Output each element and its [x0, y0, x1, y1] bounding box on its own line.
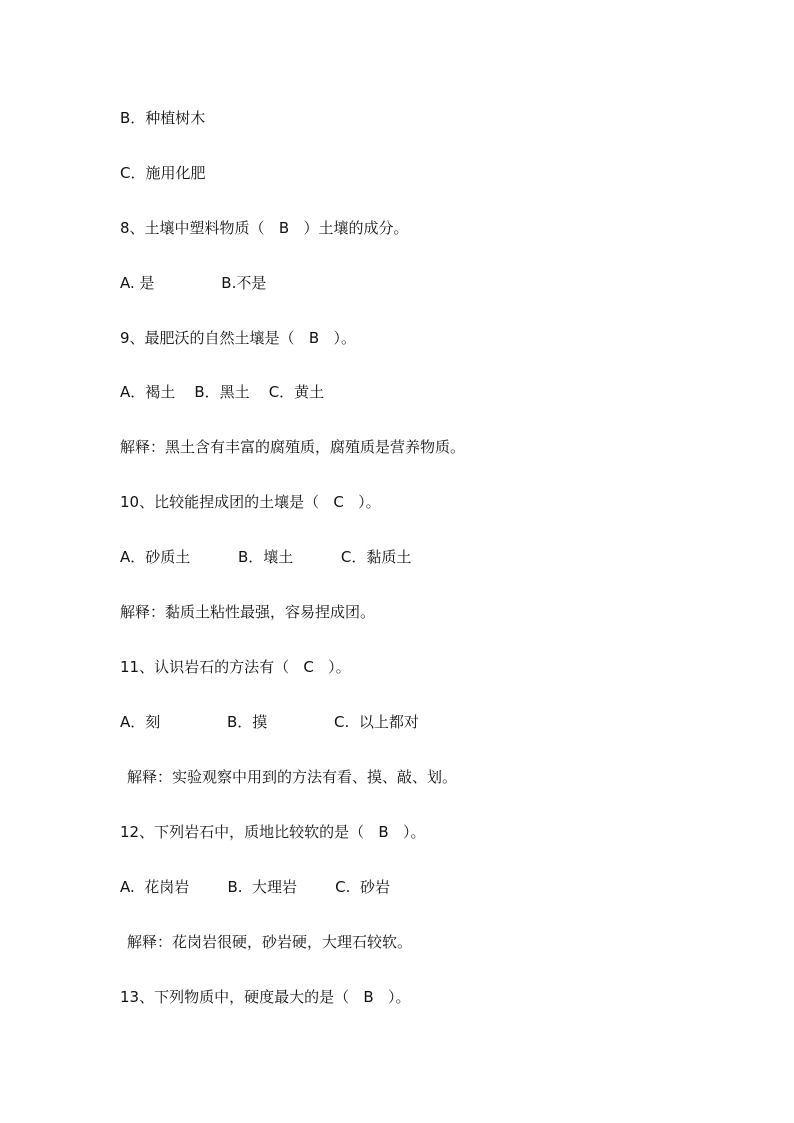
question-8: 8、土壤中塑料物质（ B ）土壤的成分。: [120, 219, 409, 237]
question-12-explanation: 解释：花岗岩很硬，砂岩硬，大理石较软。: [127, 933, 413, 951]
option-b-plant-trees: B．种植树木: [120, 109, 206, 127]
question-12-options: A. 花岗岩 B. 大理岩 C. 砂岩: [120, 878, 390, 896]
question-9-explanation: 解释：黑土含有丰富的腐殖质，腐殖质是营养物质。: [120, 438, 466, 456]
question-11-explanation: 解释：实验观察中用到的方法有看、摸、敲、划。: [127, 768, 458, 786]
option-c-fertilizer: C．施用化肥: [120, 164, 206, 182]
question-10: 10、比较能捏成团的土壤是（ C ）。: [120, 493, 381, 511]
question-10-explanation: 解释：黏质土粘性最强，容易捏成团。: [120, 603, 376, 621]
question-9: 9、最肥沃的自然土壤是（ B ）。: [120, 329, 356, 347]
question-11: 11、认识岩石的方法有（ C ）。: [120, 658, 351, 676]
question-11-options: A．刻 B．摸 C. 以上都对: [120, 713, 419, 731]
question-8-options: A. 是 B.不是: [120, 274, 267, 292]
question-9-options: A．褐土 B．黑土 C．黄土: [120, 383, 325, 401]
question-10-options: A．砂质土 B．壤土 C．黏质土: [120, 548, 412, 566]
question-12: 12、下列岩石中，质地比较软的是（ B ）。: [120, 823, 426, 841]
question-13: 13、下列物质中，硬度最大的是（ B ）。: [120, 988, 411, 1006]
